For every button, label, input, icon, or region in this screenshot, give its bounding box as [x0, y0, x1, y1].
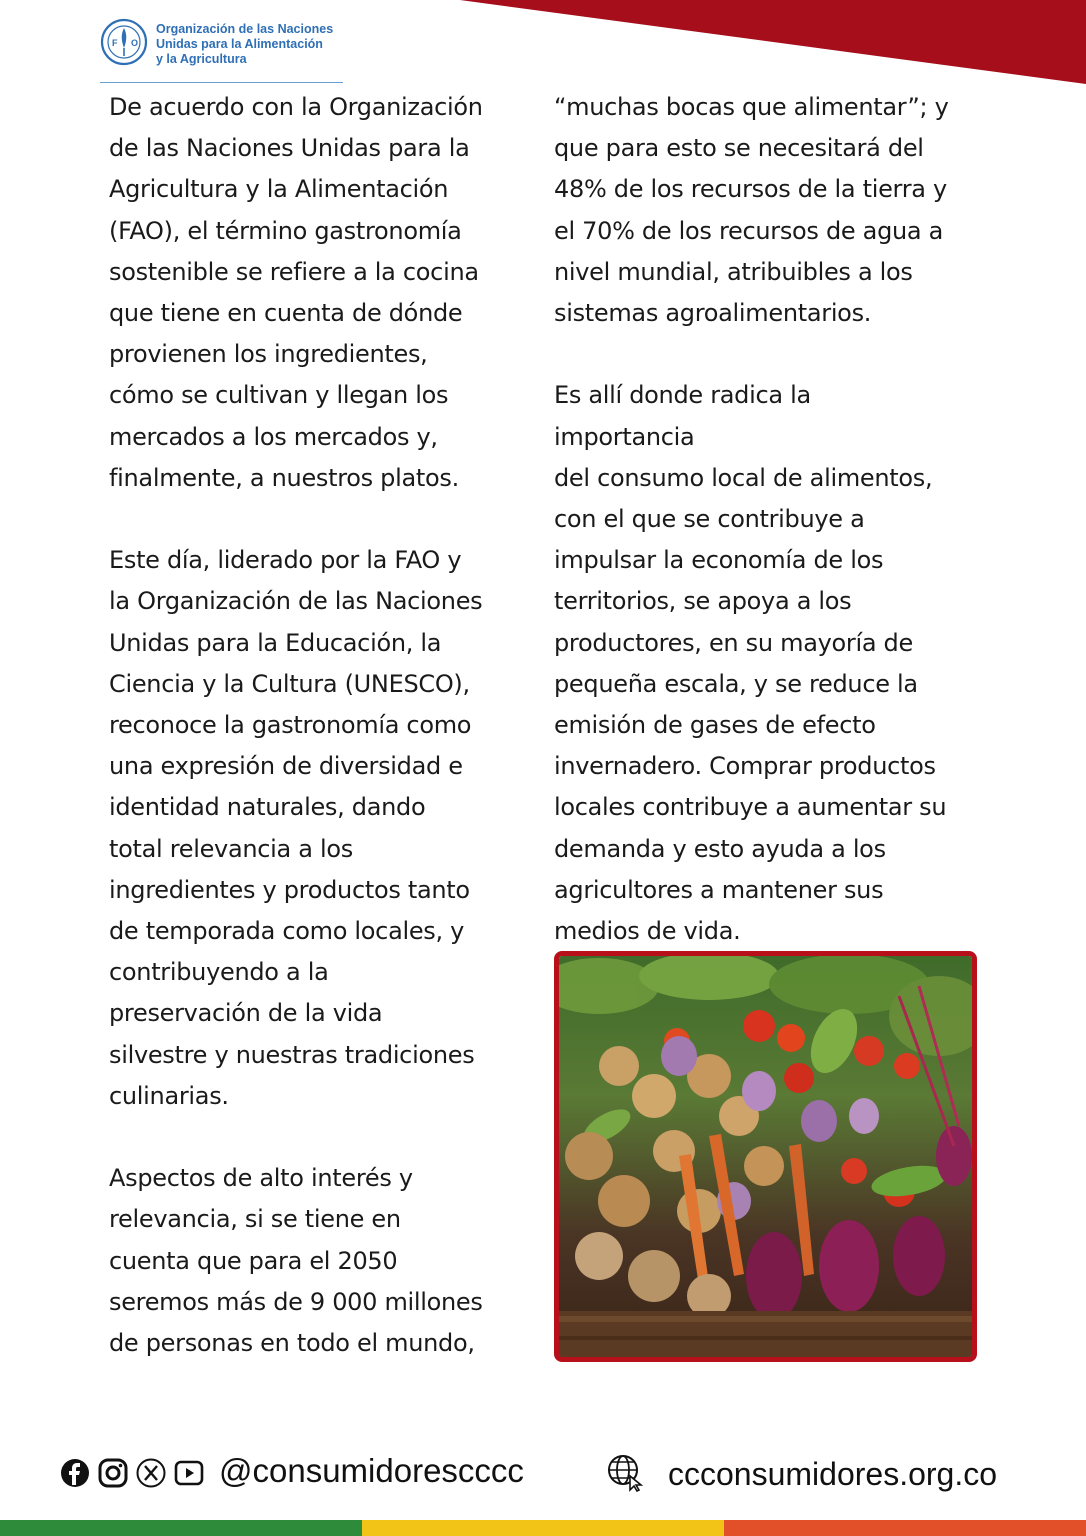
social-handle[interactable]: @consumidorescccc — [219, 1452, 524, 1489]
facebook-icon[interactable] — [60, 1458, 90, 1488]
stripe-green — [0, 1520, 362, 1536]
emblem-text-f: F — [112, 38, 118, 48]
x-icon[interactable] — [136, 1458, 166, 1488]
globe-cursor-icon — [606, 1452, 646, 1492]
emblem-text-o: O — [131, 38, 139, 48]
bottom-color-stripes — [0, 1520, 1086, 1536]
fao-emblem-icon — [100, 18, 148, 66]
footer — [0, 1440, 1086, 1510]
paragraph-definition: De acuerdo con la Organización de las Naciones Unidas para la Agricultura y la Alimentación (FAO), el término gastronomía sostenible se refiere a la cocina que tiene en cuenta de dónde provienen los ingredientes, cómo se cultivan y llegan los mercados a los mercados y, finalmente, a nuestros platos. — [109, 93, 483, 492]
logo-divider — [100, 82, 343, 83]
paragraph-resources: “muchas bocas que alimentar”; y que para esto se necesitará del 48% de los recursos de la tierra y el 70% de los recursos de agua a nivel mundial, atribuibles a los sistemas agroalimentarios. — [554, 93, 949, 328]
right-column — [554, 87, 954, 993]
website-link[interactable]: ccconsumidores.org.co — [668, 1456, 998, 1492]
org-name-line-2: Unidas para la Alimentación — [156, 37, 323, 51]
stripe-orange — [724, 1520, 1086, 1536]
paragraph-local-consumption: Es allí donde radica la importancia del consumo local de alimentos, con el que se contribuye a impulsar la economía de los territorios, se apoya a los productores, en su mayoría de pequeña escala, y se reduce la emisión de gases de efecto invernadero. Comprar productos locales contribuye a aumentar su demanda y esto ayuda a los agricultores a mantener sus medios de vida. — [554, 381, 947, 946]
org-name-line-1: Organización de las Naciones — [156, 22, 334, 36]
paragraph-unesco: Este día, liderado por la FAO y la Organización de las Naciones Unidas para la Educación, la Ciencia y la Cultura (UNESCO), reconoce la gastronomía como una expresión de diversidad e identidad naturales, dando total relevancia a los ingredientes y productos tanto de temporada como locales, y contribuyendo a la preservación de la vida silvestre y nuestras tradiciones culinarias. — [109, 546, 483, 1110]
paragraph-2050: Aspectos de alto interés y relevancia, si se tiene en cuenta que para el 2050 seremos más de 9 000 millones de personas en todo el mundo, — [109, 1164, 483, 1358]
left-column — [109, 87, 509, 1405]
fao-logo — [100, 18, 345, 84]
vegetables-photo — [554, 951, 977, 1362]
stripe-yellow — [362, 1520, 724, 1536]
instagram-icon[interactable] — [98, 1458, 128, 1488]
org-name-line-3: y la Agricultura — [156, 52, 247, 66]
youtube-icon[interactable] — [174, 1458, 204, 1488]
org-name — [156, 22, 333, 67]
vegetables-illustration — [559, 956, 972, 1357]
